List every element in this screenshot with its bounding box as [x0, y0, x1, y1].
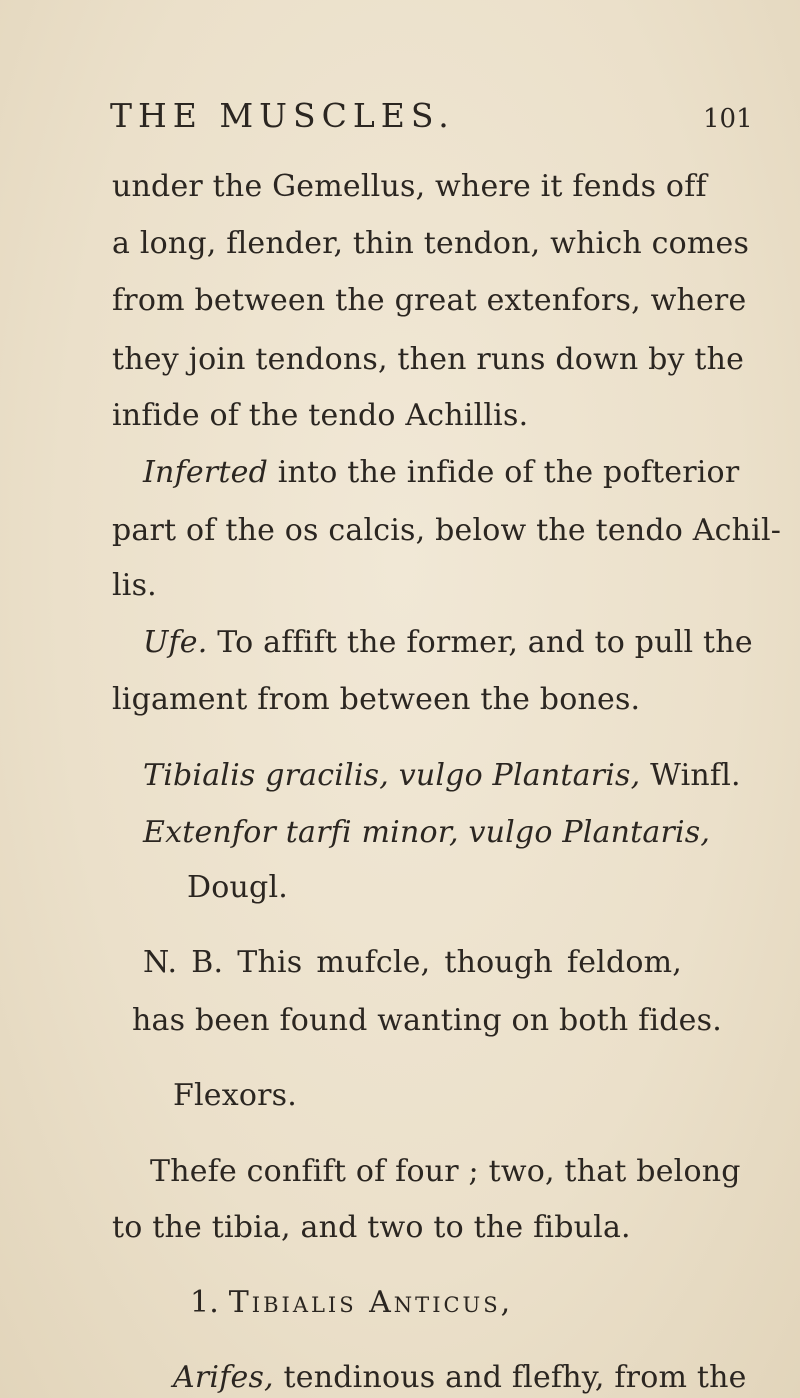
- use-text: To affift the former, and to pull the: [217, 625, 753, 660]
- text-line: to the tibia, and two to the fibula.: [112, 1210, 631, 1245]
- muscle-title: [190, 1285, 513, 1321]
- text-line: from between the great extenfors, where: [112, 283, 747, 318]
- text-line: they join tendons, then runs down by the: [112, 342, 745, 377]
- page-number: 101: [703, 104, 753, 134]
- arises-text: tendinous and flefhy, from the: [283, 1360, 747, 1395]
- arises-line: [173, 1360, 747, 1396]
- use-label: Ufe.: [143, 625, 208, 660]
- synonym-line: [143, 758, 741, 794]
- inserted-line: [143, 455, 740, 491]
- running-head: THE MUSCLES.: [110, 96, 455, 135]
- text-line: Thefe confift of four ; two, that belong: [150, 1154, 741, 1189]
- inserted-text: into the infide of the pofterior: [277, 455, 740, 490]
- synonym-author: Dougl.: [187, 870, 288, 905]
- synonym-line: Extenfor tarfi minor, vulgo Plantaris,: [143, 815, 711, 850]
- note-line: N. B. This mufcle, though feldom,: [143, 945, 682, 980]
- text-line: lis.: [112, 568, 157, 603]
- synonym-author: Winfl.: [650, 758, 741, 793]
- text-line: a long, flender, thin tendon, which comes: [112, 226, 750, 261]
- arises-label: Arifes,: [173, 1360, 274, 1395]
- text-line: part of the os calcis, below the tendo Achil-: [112, 513, 782, 548]
- muscle-number: 1.: [190, 1285, 220, 1320]
- synonym-italic: Tibialis gracilis, vulgo Plantaris,: [143, 758, 641, 793]
- text-line: infide of the tendo Achillis.: [112, 398, 529, 433]
- note-line: has been found wanting on both fides.: [132, 1003, 722, 1038]
- section-heading: Flexors.: [173, 1078, 298, 1113]
- muscle-name: Tibialis Anticus,: [228, 1285, 514, 1320]
- text-line: under the Gemellus, where it fends off: [112, 169, 707, 204]
- use-line: [143, 625, 753, 661]
- inserted-label: Inferted: [143, 455, 268, 490]
- text-line: ligament from between the bones.: [112, 682, 641, 717]
